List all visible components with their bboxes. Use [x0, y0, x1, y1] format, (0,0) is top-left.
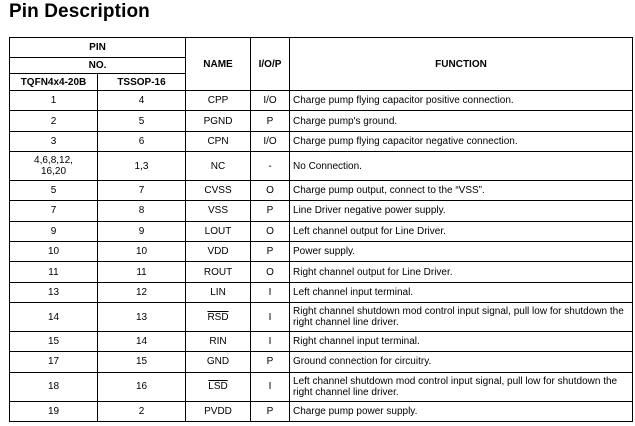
- tqfn-pin-cell: 4,6,8,12, 16,20: [10, 152, 98, 181]
- pin-function-cell: Ground connection for circuitry.: [290, 352, 633, 372]
- tqfn-pin-cell: 11: [10, 262, 98, 282]
- pin-function-cell: No Connection.: [290, 152, 633, 181]
- pin-type-cell: I/O: [251, 131, 290, 151]
- table-row: [10, 262, 633, 282]
- pin-name-cell: CVSS: [186, 180, 251, 200]
- pin-name-cell: RIN: [186, 331, 251, 351]
- table-row: [10, 131, 633, 151]
- pin-type-cell: O: [251, 180, 290, 200]
- tssop-pin-cell: 8: [98, 201, 186, 221]
- pin-name-cell: LIN: [186, 282, 251, 302]
- header-tssop: TSSOP-16: [98, 74, 186, 91]
- table-row: [10, 282, 633, 302]
- header-tqfn: TQFN4x4-20B: [10, 74, 98, 91]
- header-function: FUNCTION: [290, 38, 633, 91]
- table-row: [10, 152, 633, 181]
- pin-function-cell: Right channel shutdown mod control input signal, pull low for shutdown the right channel line driver.: [290, 303, 633, 332]
- header-io: I/O/P: [251, 38, 290, 91]
- pin-function-cell: Line Driver negative power supply.: [290, 201, 633, 221]
- pin-name-cell: $\overline{RSD}$: [186, 303, 251, 332]
- table-row: [10, 352, 633, 372]
- tqfn-pin-cell: 10: [10, 242, 98, 262]
- pin-type-cell: P: [251, 111, 290, 131]
- pin-function-cell: Right channel output for Line Driver.: [290, 262, 633, 282]
- pin-function-cell: Charge pump's ground.: [290, 111, 633, 131]
- pin-function-cell: Left channel input terminal.: [290, 282, 633, 302]
- header-pin: PIN: [10, 38, 186, 58]
- pin-type-cell: I: [251, 282, 290, 302]
- pin-name-cell: CPN: [186, 131, 251, 151]
- tqfn-pin-cell: 15: [10, 331, 98, 351]
- pin-function-cell: Right channel input terminal.: [290, 331, 633, 351]
- pin-type-cell: I: [251, 372, 290, 401]
- table-row: [10, 111, 633, 131]
- pin-type-cell: I: [251, 331, 290, 351]
- pin-name-cell: PGND: [186, 111, 251, 131]
- tssop-pin-cell: 11: [98, 262, 186, 282]
- page-title: Pin Description: [9, 1, 150, 22]
- tqfn-pin-cell: 19: [10, 401, 98, 421]
- pin-description-table: [9, 37, 633, 422]
- tssop-pin-cell: 14: [98, 331, 186, 351]
- pin-type-cell: -: [251, 152, 290, 181]
- header-name: NAME: [186, 38, 251, 91]
- pin-type-cell: O: [251, 221, 290, 241]
- pin-name-cell: GND: [186, 352, 251, 372]
- pin-name-cell: ROUT: [186, 262, 251, 282]
- pin-function-cell: Charge pump flying capacitor negative connection.: [290, 131, 633, 151]
- pin-type-cell: O: [251, 262, 290, 282]
- tqfn-pin-cell: 5: [10, 180, 98, 200]
- table-row: [10, 201, 633, 221]
- tssop-pin-cell: 10: [98, 242, 186, 262]
- pin-rows: [10, 91, 633, 422]
- pin-function-cell: Left channel shutdown mod control input signal, pull low for shutdown the right channel line driver.: [290, 372, 633, 401]
- pin-name-cell: VDD: [186, 242, 251, 262]
- pin-name-cell: NC: [186, 152, 251, 181]
- pin-name-cell: $\overline{LSD}$: [186, 372, 251, 401]
- tqfn-pin-cell: 14: [10, 303, 98, 332]
- tssop-pin-cell: 9: [98, 221, 186, 241]
- pin-function-cell: Charge pump output, connect to the “VSS”.: [290, 180, 633, 200]
- pin-type-cell: P: [251, 242, 290, 262]
- tssop-pin-cell: 12: [98, 282, 186, 302]
- tssop-pin-cell: 6: [98, 131, 186, 151]
- table-row: [10, 91, 633, 111]
- tqfn-pin-cell: 13: [10, 282, 98, 302]
- tssop-pin-cell: 1,3: [98, 152, 186, 181]
- table-row: [10, 401, 633, 421]
- table-row: [10, 372, 633, 401]
- table-row: [10, 242, 633, 262]
- pin-function-cell: Charge pump power supply.: [290, 401, 633, 421]
- pin-name-cell: LOUT: [186, 221, 251, 241]
- tqfn-pin-cell: 7: [10, 201, 98, 221]
- tqfn-pin-cell: 9: [10, 221, 98, 241]
- pin-type-cell: P: [251, 352, 290, 372]
- tssop-pin-cell: 5: [98, 111, 186, 131]
- pin-function-cell: Power supply.: [290, 242, 633, 262]
- table-row: [10, 221, 633, 241]
- pin-type-cell: I: [251, 303, 290, 332]
- pin-name-cell: VSS: [186, 201, 251, 221]
- tqfn-pin-cell: 1: [10, 91, 98, 111]
- pin-type-cell: P: [251, 401, 290, 421]
- table-row: [10, 180, 633, 200]
- tssop-pin-cell: 2: [98, 401, 186, 421]
- table-row: [10, 303, 633, 332]
- tssop-pin-cell: 16: [98, 372, 186, 401]
- tqfn-pin-cell: 2: [10, 111, 98, 131]
- tssop-pin-cell: 4: [98, 91, 186, 111]
- tqfn-pin-cell: 3: [10, 131, 98, 151]
- table-row: [10, 331, 633, 351]
- tqfn-pin-cell: 18: [10, 372, 98, 401]
- tssop-pin-cell: 7: [98, 180, 186, 200]
- pin-type-cell: P: [251, 201, 290, 221]
- header-no: NO.: [10, 58, 186, 74]
- pin-type-cell: I/O: [251, 91, 290, 111]
- pin-function-cell: Left channel output for Line Driver.: [290, 221, 633, 241]
- tqfn-pin-cell: 17: [10, 352, 98, 372]
- tssop-pin-cell: 15: [98, 352, 186, 372]
- pin-name-cell: CPP: [186, 91, 251, 111]
- pin-function-cell: Charge pump flying capacitor positive connection.: [290, 91, 633, 111]
- tssop-pin-cell: 13: [98, 303, 186, 332]
- pin-name-cell: PVDD: [186, 401, 251, 421]
